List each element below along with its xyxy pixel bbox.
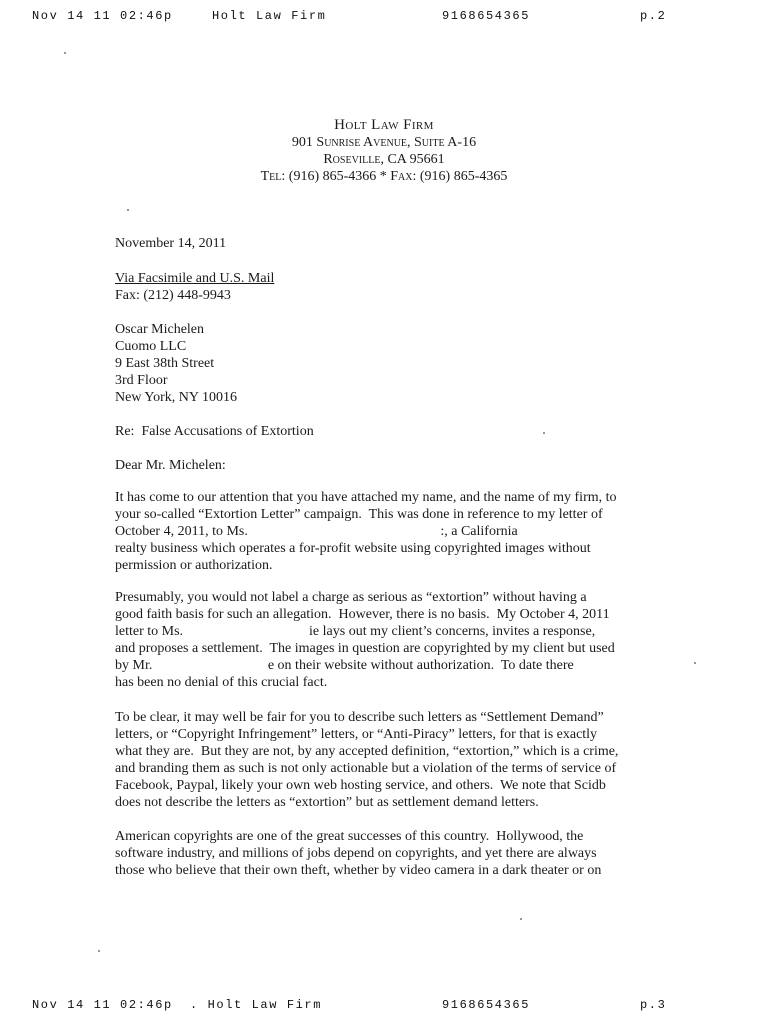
delivery-method: Via Facsimile and U.S. Mail — [115, 271, 275, 286]
scan-speck — [694, 662, 696, 664]
recipient-address — [115, 321, 237, 406]
scan-speck — [543, 432, 545, 434]
paragraph-line: and branding them as such is not only actionable but a violation of the terms of service of — [115, 761, 617, 776]
body-paragraph-1 — [115, 489, 655, 574]
paragraph-line: your so-called “Extortion Letter” campaign. This was done in reference to my letter of — [115, 507, 603, 522]
paragraph-line: Presumably, you would not label a charge as serious as “extortion” without having a — [115, 590, 587, 605]
fax-number: 9168654365 — [442, 9, 531, 23]
paragraph-line: and proposes a settlement. The images in question are copyrighted by my client but used — [115, 641, 615, 656]
body-paragraph-2 — [115, 589, 655, 691]
paragraph-line: good faith basis for such an allegation. However, there is no basis. My October 4, 2011 — [115, 607, 610, 622]
paragraph-line: It has come to our attention that you have attached my name, and the name of my firm, to — [115, 490, 617, 505]
fax-date: Nov 14 11 02:46p — [32, 9, 173, 23]
scan-speck — [98, 950, 100, 952]
body-paragraph-4 — [115, 828, 655, 879]
firm-city: Roseville, CA 95661 — [323, 152, 445, 167]
fax-firm: Holt Law Firm — [212, 9, 327, 23]
fax-number: 9168654365 — [442, 998, 531, 1012]
paragraph-line: October 4, 2011, to Ms. :, a California — [115, 524, 518, 539]
fax-firm: . Holt Law Firm — [190, 998, 323, 1012]
paragraph-line: by Mr. e on their website without authorization. To date there — [115, 658, 574, 673]
paragraph-line: letter to Ms. ie lays out my client’s concerns, invites a response, — [115, 624, 596, 639]
recipient-line: 3rd Floor — [115, 373, 168, 388]
paragraph-line: software industry, and millions of jobs depend on copyrights, and yet there are always — [115, 846, 597, 861]
letterhead — [0, 117, 768, 185]
scan-speck — [64, 52, 66, 54]
scan-speck — [127, 209, 129, 211]
recipient-line: New York, NY 10016 — [115, 390, 237, 405]
salutation: Dear Mr. Michelen: — [115, 458, 226, 473]
paragraph-line: does not describe the letters as “extortion” but as settlement demand letters. — [115, 795, 539, 810]
paragraph-line: letters, or “Copyright Infringement” letters, or “Anti-Piracy” letters, for that is exactly — [115, 727, 598, 742]
fax-header-bottom — [0, 998, 768, 1018]
letter-date: November 14, 2011 — [115, 236, 227, 251]
scan-speck — [520, 918, 522, 920]
fax-page: p.3 — [640, 998, 667, 1012]
body-paragraph-3 — [115, 709, 655, 811]
fax-page: p.2 — [640, 9, 667, 23]
firm-name: Holt Law Firm — [334, 117, 434, 133]
paragraph-line: American copyrights are one of the great successes of this country. Hollywood, the — [115, 829, 584, 844]
recipient-line: Oscar Michelen — [115, 322, 205, 337]
recipient-line: 9 East 38th Street — [115, 356, 215, 371]
recipient-line: Cuomo LLC — [115, 339, 187, 354]
firm-address: 901 Sunrise Avenue, Suite A-16 — [291, 135, 477, 150]
delivery-block — [115, 270, 274, 304]
paragraph-line: those who believe that their own theft, whether by video camera in a dark theater or on — [115, 863, 602, 878]
paragraph-line: what they are. But they are not, by any accepted definition, “extortion,” which is a crime, — [115, 744, 619, 759]
subject-line: Re: False Accusations of Extortion — [115, 424, 314, 439]
paragraph-line: has been no denial of this crucial fact. — [115, 675, 328, 690]
paragraph-line: To be clear, it may well be fair for you to describe such letters as “Settlement Demand” — [115, 710, 604, 725]
delivery-fax: Fax: (212) 448-9943 — [115, 288, 231, 303]
paragraph-line: permission or authorization. — [115, 558, 273, 573]
fax-date: Nov 14 11 02:46p — [32, 998, 173, 1012]
firm-contact: Tel: (916) 865-4366 * Fax: (916) 865-4365 — [260, 169, 508, 184]
paragraph-line: Facebook, Paypal, likely your own web hosting service, and others. We note that Scidb — [115, 778, 606, 793]
paragraph-line: realty business which operates a for-profit website using copyrighted images without — [115, 541, 591, 556]
fax-header-top — [0, 9, 768, 29]
